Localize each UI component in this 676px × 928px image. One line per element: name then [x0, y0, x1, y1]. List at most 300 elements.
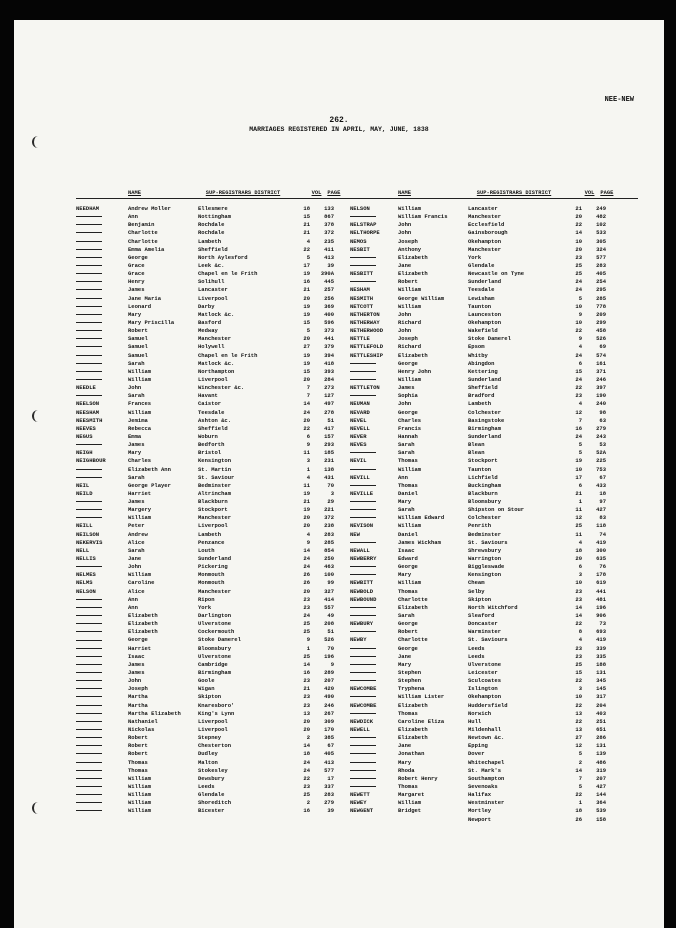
district-cell: Rochdale — [198, 229, 225, 237]
vol-cell: 1 — [578, 498, 582, 506]
register-entry — [350, 685, 638, 693]
surname-cell — [350, 750, 398, 758]
surname-cell — [76, 612, 128, 620]
page-cell: 53 — [599, 441, 606, 449]
vol-cell: 7 — [306, 392, 310, 400]
page-number: 262. — [329, 116, 349, 125]
surname-cell — [76, 685, 128, 693]
forename-cell: James — [128, 286, 145, 294]
ditto-dash — [76, 363, 102, 364]
district-cell: Lambeth — [468, 400, 492, 408]
header-rule — [76, 198, 364, 199]
forename-cell: Thomas — [398, 587, 418, 595]
vol-cell: 4 — [306, 530, 310, 538]
register-entry — [350, 588, 638, 596]
vol-cell: 12 — [575, 408, 582, 416]
forename-cell: Alice — [128, 538, 145, 546]
page-cell: 131 — [596, 669, 606, 677]
vol-cell: 24 — [575, 351, 582, 359]
register-entry — [350, 783, 638, 791]
ditto-dash — [76, 232, 102, 233]
vol-cell: 19 — [303, 506, 310, 514]
surname-cell — [350, 775, 398, 783]
ditto-dash — [76, 680, 102, 681]
forename-cell: Grace — [128, 261, 145, 269]
vol-cell: 21 — [303, 286, 310, 294]
forename-cell: Martha — [128, 701, 148, 709]
district-cell: Sleaford — [468, 612, 495, 620]
district-cell: Leeds — [198, 782, 215, 790]
page-cell: 403 — [596, 709, 606, 717]
district-cell: St. Saviour — [198, 473, 235, 481]
surname-cell — [76, 783, 128, 791]
surname-cell: NESHAM — [350, 286, 370, 294]
forename-cell: Hannah — [398, 432, 418, 440]
forename-cell: Ann — [128, 595, 138, 603]
page-cell: 238 — [324, 522, 334, 530]
surname-cell: NETTLE — [350, 335, 370, 343]
forename-cell: Charles — [128, 457, 152, 465]
page-cell: 63 — [599, 416, 606, 424]
district-cell: Dewsbury — [198, 774, 225, 782]
ditto-dash — [76, 623, 102, 624]
surname-cell — [76, 376, 128, 384]
page-cell: 390A — [320, 270, 334, 278]
vol-cell: 6 — [578, 563, 582, 571]
surname-cell — [76, 791, 128, 799]
forename-cell: Mary — [398, 571, 412, 579]
page-cell: 240 — [596, 400, 606, 408]
forename-cell: Martha — [128, 693, 148, 701]
forename-cell: Sarah — [128, 392, 145, 400]
district-cell: Manchester — [468, 213, 502, 221]
district-cell: Ashton &c. — [198, 416, 232, 424]
register-entry — [76, 522, 364, 530]
surname-cell: NELSON — [350, 205, 370, 212]
surname-cell: NEIL — [76, 481, 90, 489]
page-cell: 207 — [596, 774, 606, 782]
surname-cell: NETCOTT — [350, 302, 374, 310]
district-cell: Westminster — [468, 799, 505, 807]
page-cell: 557 — [324, 603, 334, 611]
surname-cell — [76, 645, 128, 653]
ditto-dash — [76, 656, 102, 657]
register-entry — [350, 482, 638, 490]
ditto-dash — [76, 753, 102, 754]
register-entry — [76, 767, 364, 775]
register-entry — [76, 539, 364, 547]
page-cell: 208 — [324, 620, 334, 628]
district-cell: Pickering — [198, 563, 228, 571]
vol-cell: 21 — [575, 489, 582, 497]
surname-cell — [76, 295, 128, 303]
ditto-dash — [350, 216, 376, 217]
vol-cell: 23 — [575, 644, 582, 652]
surname-cell — [76, 368, 128, 376]
page-cell: 188 — [596, 660, 606, 668]
surname-cell: NEWBERRY — [350, 555, 377, 563]
register-entry — [350, 319, 638, 327]
register-entry — [350, 457, 638, 465]
vol-cell: 6 — [578, 481, 582, 489]
forename-cell: William Edward — [398, 514, 445, 522]
surname-cell: NEWCOMBE — [350, 685, 377, 693]
register-entry — [76, 295, 364, 303]
page-cell: 906 — [596, 612, 606, 620]
vol-cell: 25 — [575, 522, 582, 530]
register-entry — [350, 278, 638, 286]
district-cell: Nottingham — [198, 213, 232, 221]
district-cell: Ripon — [198, 595, 215, 603]
page-cell: 385 — [324, 734, 334, 742]
register-entry — [76, 783, 364, 791]
forename-cell: William — [398, 579, 422, 587]
district-cell: Louth — [198, 546, 215, 554]
forename-cell: William — [128, 514, 152, 522]
register-entry — [76, 718, 364, 726]
surname-cell — [350, 563, 398, 571]
forename-cell: William — [128, 774, 152, 782]
district-cell: Skipton — [468, 595, 492, 603]
district-cell: Abingdon — [468, 359, 495, 367]
district-cell: Hull — [468, 717, 482, 725]
register-entry — [350, 466, 638, 474]
page-cell: 256 — [324, 294, 334, 302]
vol-cell: 13 — [575, 709, 582, 717]
vol-cell: 10 — [575, 302, 582, 310]
surname-cell: NELL — [76, 546, 90, 554]
district-cell: Mortley — [468, 807, 492, 815]
ditto-dash — [76, 770, 102, 771]
surname-cell: NETHERWOOD — [350, 327, 384, 335]
forename-cell: Margaret — [398, 791, 425, 799]
district-cell: Liverpool — [198, 717, 228, 725]
page-cell: 185 — [324, 449, 334, 457]
ditto-dash — [350, 737, 376, 738]
vol-cell: 11 — [575, 506, 582, 514]
page-cell: 158 — [596, 815, 606, 823]
vol-cell: 19 — [303, 359, 310, 367]
district-cell: Epsom — [468, 343, 485, 351]
vol-cell: 11 — [303, 449, 310, 457]
district-cell: Blean — [468, 441, 485, 449]
page-cell: 251 — [596, 717, 606, 725]
forename-cell: Charlotte — [128, 229, 158, 237]
page-cell: 319 — [596, 766, 606, 774]
ditto-dash — [350, 517, 376, 518]
surname-cell — [76, 229, 128, 237]
register-entry — [76, 571, 364, 579]
vol-cell: 8 — [578, 628, 582, 636]
page-cell: 3 — [330, 489, 334, 497]
district-cell: Whitechapel — [468, 758, 505, 766]
page-cell: 196 — [324, 652, 334, 660]
vol-cell: 25 — [303, 791, 310, 799]
vol-cell: 27 — [575, 734, 582, 742]
district-cell: Teesdale — [468, 286, 495, 294]
surname-cell: NEWCOMBE — [350, 701, 377, 709]
ditto-dash — [350, 395, 376, 396]
page-cell: 97 — [599, 498, 606, 506]
forename-cell: Henry John — [398, 367, 432, 375]
register-entry — [350, 400, 638, 408]
page-cell: 283 — [596, 261, 606, 269]
surname-cell — [76, 335, 128, 343]
page-cell: 309 — [324, 717, 334, 725]
vol-cell: 23 — [303, 693, 310, 701]
register-entry — [76, 506, 364, 514]
vol-cell: 23 — [303, 782, 310, 790]
district-cell: Bloomsbury — [468, 498, 502, 506]
district-cell: Leek &c. — [198, 261, 225, 269]
ditto-dash — [350, 648, 376, 649]
page-cell: 246 — [596, 375, 606, 383]
page-cell: 364 — [596, 799, 606, 807]
register-entry — [350, 441, 638, 449]
page-cell: 324 — [596, 245, 606, 253]
surname-cell — [350, 661, 398, 669]
page-cell: 74 — [599, 530, 606, 538]
district-cell: Sevenoaks — [468, 782, 498, 790]
vol-cell: 10 — [575, 693, 582, 701]
district-cell: Whitby — [468, 351, 488, 359]
vol-cell: 7 — [306, 384, 310, 392]
register-entry — [350, 392, 638, 400]
surname-cell — [350, 742, 398, 750]
surname-cell — [76, 303, 128, 311]
ditto-dash — [350, 607, 376, 608]
forename-cell: Elizabeth — [398, 734, 428, 742]
forename-cell: John — [128, 563, 142, 571]
surname-cell: NEWDICK — [350, 717, 374, 725]
page-cell: 490 — [324, 693, 334, 701]
register-entry — [76, 555, 364, 563]
page-cell: 300 — [596, 546, 606, 554]
ditto-dash — [350, 786, 376, 787]
forename-cell: Jane — [398, 742, 412, 750]
vol-cell: 15 — [303, 367, 310, 375]
ditto-dash — [76, 729, 102, 730]
vol-cell: 1 — [578, 799, 582, 807]
page-cell: 433 — [596, 481, 606, 489]
district-cell: Sculcoates — [468, 677, 502, 685]
forename-cell: William — [128, 782, 152, 790]
district-cell: Blackburn — [198, 498, 228, 506]
forename-cell: Mary — [398, 660, 412, 668]
vol-cell: 10 — [575, 579, 582, 587]
register-entry — [76, 490, 364, 498]
register-entry — [350, 295, 638, 303]
page-cell: 539 — [596, 807, 606, 815]
surname-cell — [350, 254, 398, 262]
district-cell: Malton — [198, 758, 218, 766]
district-cell: Sunderland — [468, 375, 502, 383]
district-cell: Stokesley — [198, 766, 228, 774]
district-cell: Lancaster — [198, 286, 228, 294]
ditto-dash — [76, 330, 102, 331]
ditto-dash — [76, 599, 102, 600]
register-entry — [76, 579, 364, 587]
register-entry — [350, 376, 638, 384]
page-cell: 458 — [596, 327, 606, 335]
left-entries — [76, 205, 364, 816]
ditto-dash — [76, 346, 102, 347]
district-cell: Blean — [468, 449, 485, 457]
register-entry — [350, 270, 638, 278]
register-entry — [350, 734, 638, 742]
surname-cell: NETTLESHIP — [350, 351, 384, 359]
district-cell: St. Saviours — [468, 636, 508, 644]
ditto-dash — [350, 257, 376, 258]
forename-cell: Peter — [128, 522, 145, 530]
surname-cell: NEEDLE — [76, 384, 96, 392]
register-entry — [76, 514, 364, 522]
surname-cell: NELMS — [76, 579, 93, 587]
vol-cell: 1 — [306, 465, 310, 473]
forename-cell: William — [398, 205, 422, 212]
forename-cell: Thomas — [398, 457, 418, 465]
forename-cell: John — [398, 327, 412, 335]
forename-cell: Robert — [398, 628, 418, 636]
surname-cell — [350, 759, 398, 767]
page-cell: 854 — [324, 546, 334, 554]
register-entry — [350, 335, 638, 343]
district-cell: Birmingham — [198, 669, 232, 677]
ditto-dash — [350, 713, 376, 714]
vol-cell: 22 — [575, 717, 582, 725]
vol-cell: 20 — [303, 416, 310, 424]
register-entry — [76, 474, 364, 482]
page-cell: 577 — [596, 253, 606, 261]
register-entry — [76, 612, 364, 620]
surname-cell — [76, 604, 128, 612]
vol-cell: 22 — [575, 384, 582, 392]
surname-cell: NESBIT — [350, 245, 370, 253]
vol-cell: 11 — [303, 481, 310, 489]
surname-cell — [350, 466, 398, 474]
surname-cell: NEWALL — [350, 546, 370, 554]
district-cell: Chesterton — [198, 742, 232, 750]
page-cell: 249 — [596, 205, 606, 212]
register-entry — [76, 343, 364, 351]
forename-cell: George — [398, 563, 418, 571]
district-cell: Ulverstone — [198, 620, 232, 628]
district-cell: Stockport — [198, 506, 228, 514]
forename-cell: Elizabeth — [398, 351, 428, 359]
vol-cell: 2 — [306, 799, 310, 807]
district-cell: Chapel en le Frith — [198, 270, 258, 278]
vol-cell: 19 — [575, 457, 582, 465]
district-cell: Manchester — [198, 335, 232, 343]
surname-cell: NELSTRAP — [350, 221, 377, 229]
register-page — [14, 20, 664, 928]
district-cell: Darlington — [198, 612, 232, 620]
forename-cell: George — [398, 620, 418, 628]
register-entry — [76, 563, 364, 571]
vol-cell: 5 — [578, 782, 582, 790]
forename-cell: Joseph — [398, 335, 418, 343]
register-entry — [350, 653, 638, 661]
vol-cell: 4 — [578, 400, 582, 408]
district-cell: Matlock &c. — [198, 359, 235, 367]
page-cell: 221 — [324, 506, 334, 514]
vol-cell: 20 — [303, 514, 310, 522]
forename-cell: Elizabeth Ann — [128, 465, 171, 473]
page-cell: 204 — [596, 701, 606, 709]
district-cell: Wigan — [198, 685, 215, 693]
register-entry — [350, 799, 638, 807]
district-cell: Chapel en le Frith — [198, 351, 258, 359]
forename-cell: Mary — [398, 758, 412, 766]
surname-cell — [76, 596, 128, 604]
register-entry — [350, 303, 638, 311]
forename-cell: Ann — [128, 213, 138, 221]
forename-cell: Thomas — [128, 758, 148, 766]
forename-cell: Caroline Eliza — [398, 717, 445, 725]
page-cell: 144 — [596, 791, 606, 799]
register-entry — [350, 726, 638, 734]
forename-cell: Robert — [398, 278, 418, 286]
register-entry — [350, 547, 638, 555]
surname-cell — [350, 767, 398, 775]
register-entry — [76, 734, 364, 742]
forename-cell: Francis — [398, 424, 422, 432]
surname-cell: NEIGH — [76, 449, 93, 457]
page-cell: 577 — [324, 766, 334, 774]
vol-cell: 9 — [578, 335, 582, 343]
surname-cell — [350, 693, 398, 701]
district-cell: Stepney — [198, 734, 222, 742]
page-cell: 335 — [596, 652, 606, 660]
page-cell: 441 — [596, 587, 606, 595]
forename-cell: Elizabeth — [128, 620, 158, 628]
page-cell: 257 — [324, 286, 334, 294]
forename-cell: John — [398, 229, 412, 237]
district-cell: Lambeth — [198, 530, 222, 538]
forename-cell: Jane — [398, 261, 412, 269]
register-entry — [76, 620, 364, 628]
register-entry — [350, 628, 638, 636]
district-cell: Sunderland — [468, 432, 502, 440]
running-header: NEE-NEW — [604, 96, 634, 104]
ditto-dash — [76, 444, 102, 445]
surname-cell — [350, 645, 398, 653]
register-entry — [76, 636, 364, 644]
register-entry — [350, 254, 638, 262]
forename-cell: William — [398, 522, 422, 530]
page-title: MARRIAGES REGISTERED IN APRIL, MAY, JUNE, 1838 — [249, 126, 429, 133]
district-cell: Liverpool — [198, 294, 228, 302]
page-cell: 635 — [596, 555, 606, 563]
register-entry — [350, 596, 638, 604]
register-entry — [350, 710, 638, 718]
district-cell: Warrington — [468, 555, 502, 563]
vol-cell: 25 — [303, 628, 310, 636]
surname-cell — [76, 759, 128, 767]
ditto-dash — [350, 753, 376, 754]
page-cell: 145 — [596, 685, 606, 693]
page-cell: 317 — [596, 693, 606, 701]
ditto-dash — [76, 224, 102, 225]
district-cell: Leicester — [468, 669, 498, 677]
register-entry — [350, 579, 638, 587]
ditto-dash — [350, 615, 376, 616]
district-cell: Ulverstone — [468, 660, 502, 668]
district-cell: Lancaster — [468, 205, 498, 212]
district-cell: Teesdale — [198, 408, 225, 416]
ditto-dash — [76, 477, 102, 478]
register-entry — [350, 775, 638, 783]
